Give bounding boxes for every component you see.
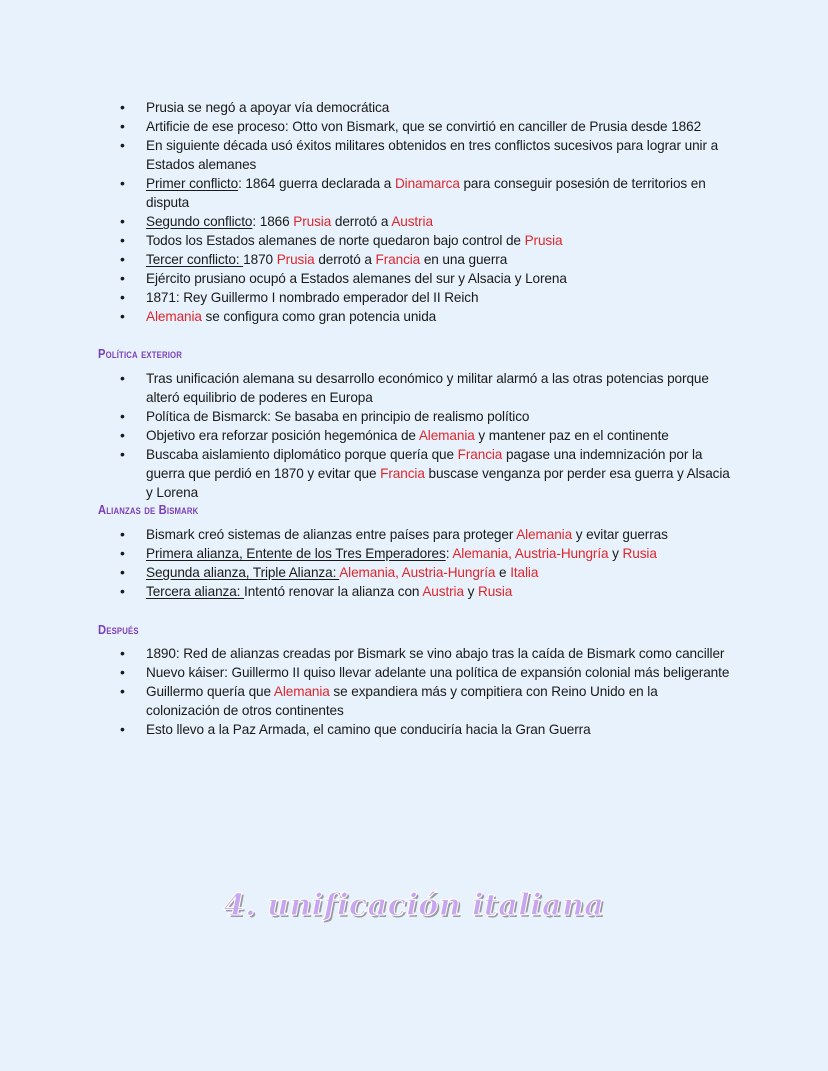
highlighted-term: Austria <box>422 584 464 599</box>
list-item <box>120 369 732 407</box>
list-item <box>120 174 732 212</box>
highlighted-term: Prusia <box>524 233 563 248</box>
list-item <box>120 563 732 582</box>
text-segment: 1870 <box>243 252 277 267</box>
bullet-list-despues <box>120 644 732 739</box>
text-segment: Artificie de ese proceso: Otto von Bismark, que se convirtió en canciller de Prusia desde 1862 <box>146 119 702 134</box>
text-segment: y evitar guerras <box>572 527 668 542</box>
text-segment: derrotó a <box>331 214 392 229</box>
bullet-list-alianzas <box>120 525 732 601</box>
text-segment: Ejército prusiano ocupó a Estados alemanes del sur y Alsacia y Lorena <box>146 271 567 286</box>
highlighted-term: Austria <box>391 214 433 229</box>
text-segment: En siguiente década usó éxitos militares obtenidos en tres conflictos sucesivos para lograr unir a Estados alemanes <box>146 138 719 172</box>
text-segment: 1890: Red de alianzas creadas por Bismark se vino abajo tras la caída de Bismark como canciller <box>146 646 725 661</box>
text-segment: 1871: Rey Guillermo I nombrado emperador del II Reich <box>146 290 479 305</box>
text-segment: Todos los Estados alemanes de norte quedaron bajo control de <box>146 233 525 248</box>
highlighted-term: Rusia <box>622 546 657 561</box>
list-item <box>120 231 732 250</box>
highlighted-term: Prusia <box>276 252 315 267</box>
highlighted-term: Italia <box>510 565 539 580</box>
highlighted-term: Alemania, Austria-Hungría <box>452 546 609 561</box>
text-segment: Tras unificación alemana su desarrollo económico y militar alarmó a las otras potencias porque alteró equilibrio de poderes en Europa <box>146 371 709 405</box>
list-item <box>120 682 732 720</box>
text-segment: Intentó renovar la alianza con <box>244 584 423 599</box>
list-item <box>120 582 732 601</box>
underlined-label: Primera alianza, Entente de los Tres Emperadores <box>146 546 446 561</box>
list-item <box>120 117 732 136</box>
text-segment: se configura como gran potencia unida <box>201 309 437 324</box>
list-item <box>120 544 732 563</box>
text-segment: y mantener paz en el continente <box>474 428 669 443</box>
underlined-label: Segundo conflicto <box>146 214 253 229</box>
list-item <box>120 407 732 426</box>
text-segment: Buscaba aislamiento diplomático porque quería que <box>146 447 458 462</box>
list-item <box>120 720 732 739</box>
list-item <box>120 307 732 326</box>
heading-despues: Después <box>98 622 139 637</box>
list-item <box>120 525 732 544</box>
text-segment: y <box>608 546 623 561</box>
text-segment: se expandiera más y compitiera con Reino Unido en la colonización de otros continentes <box>146 684 658 718</box>
bullet-list-unification <box>120 98 732 326</box>
highlighted-term: Alemania <box>273 684 330 699</box>
heading-alianzas-bismark: Alianzas de Bismark <box>98 502 199 517</box>
section-title-unificacion-italiana: 4. unificación italiana <box>223 888 605 923</box>
highlighted-term: Alemania <box>418 428 475 443</box>
highlighted-term: Francia <box>375 252 421 267</box>
text-segment: Nuevo káiser: Guillermo II quiso llevar adelante una política de expansión colonial más beligerante <box>146 665 730 680</box>
text-segment: e <box>495 565 511 580</box>
text-segment: : 1864 guerra declarada a <box>238 176 395 191</box>
heading-politica-exterior: Política exterior <box>98 346 183 361</box>
text-segment: para conseguir posesión de territorios en disputa <box>146 176 706 210</box>
highlighted-term: Alemania, Austria-Hungría <box>339 565 496 580</box>
highlighted-term: Francia <box>380 466 425 481</box>
underlined-label: Tercera alianza: <box>146 584 245 599</box>
text-segment: Política de Bismarck: Se basaba en principio de realismo político <box>146 409 530 424</box>
list-item <box>120 136 732 174</box>
text-segment: y <box>463 584 478 599</box>
underlined-label: Tercer conflicto: <box>146 252 244 267</box>
text-segment: en una guerra <box>420 252 508 267</box>
text-segment: Objetivo era reforzar posición hegemónica de <box>146 428 419 443</box>
list-item <box>120 663 732 682</box>
list-item <box>120 98 732 117</box>
text-segment: Esto llevo a la Paz Armada, el camino que conduciría hacia la Gran Guerra <box>146 722 591 737</box>
underlined-label: Primer conflicto <box>146 176 239 191</box>
list-item <box>120 426 732 445</box>
list-item <box>120 250 732 269</box>
highlighted-term: Rusia <box>478 584 513 599</box>
highlighted-term: Alemania <box>516 527 573 542</box>
bullet-list-politica-exterior <box>120 369 732 502</box>
list-item <box>120 212 732 231</box>
text-segment: : 1866 <box>252 214 294 229</box>
text-segment: : <box>445 546 453 561</box>
list-item <box>120 644 732 663</box>
highlighted-term: Dinamarca <box>394 176 460 191</box>
highlighted-term: Francia <box>457 447 503 462</box>
list-item <box>120 288 732 307</box>
highlighted-term: Alemania <box>146 309 202 324</box>
list-item <box>120 269 732 288</box>
text-segment: derrotó a <box>314 252 376 267</box>
highlighted-term: Prusia <box>293 214 332 229</box>
list-item <box>120 445 732 502</box>
text-segment: Bismark creó sistemas de alianzas entre países para proteger <box>146 527 517 542</box>
underlined-label: Segunda alianza, Triple Alianza: <box>146 565 340 580</box>
text-segment: Guillermo quería que <box>146 684 274 699</box>
text-segment: buscase venganza por perder esa guerra y Alsacia y Lorena <box>146 466 730 500</box>
text-segment: pagase una indemnización por la guerra que perdió en 1870 y evitar que <box>146 447 703 481</box>
text-segment: Prusia se negó a apoyar vía democrática <box>146 100 390 115</box>
